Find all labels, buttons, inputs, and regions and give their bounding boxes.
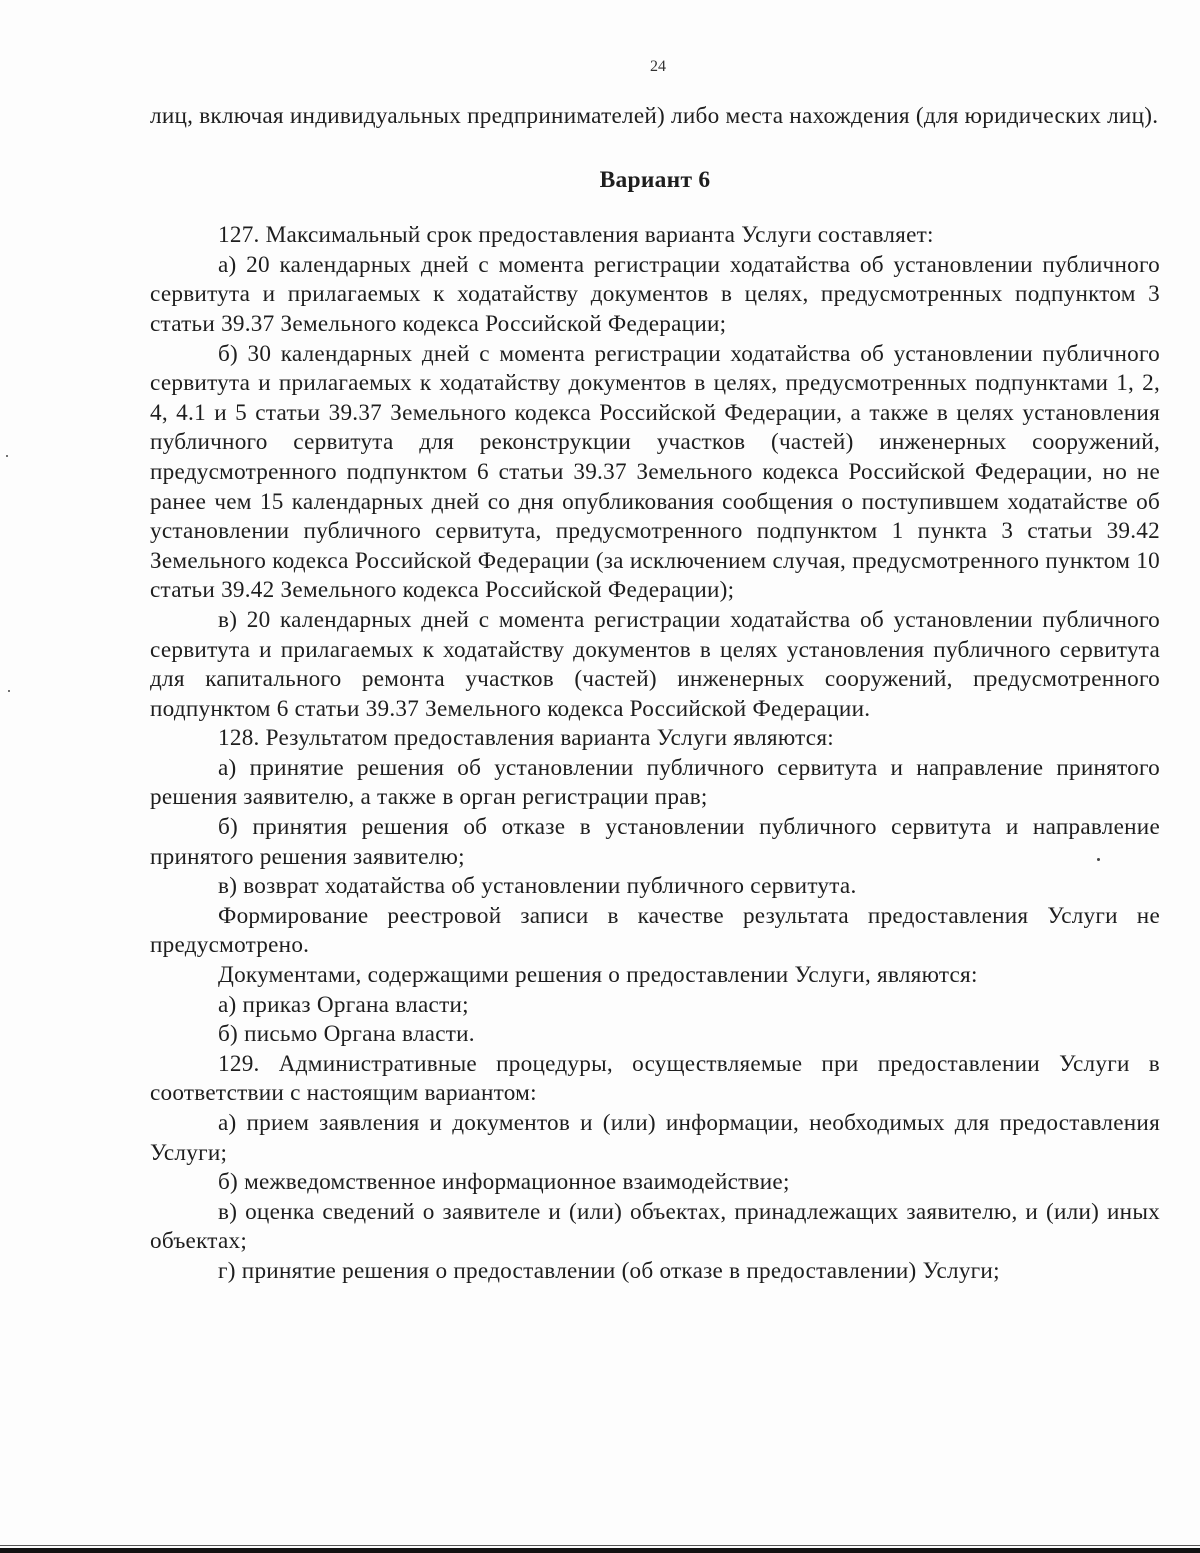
paragraph-128-a: а) принятие решения об установлении публичного сервитута и направление принятого решения заявителю, а также в орган регистрации прав; [150,754,1160,811]
paragraph-129: 129. Административные процедуры, осуществляемые при предоставлении Услуги в соответствии с настоящим вариантом: [150,1050,1160,1107]
paragraph-129-g: г) принятие решения о предоставлении (об отказе в предоставлении) Услуги; [218,1257,1000,1284]
paragraph-127-b: б) 30 календарных дней с момента регистрации ходатайства об установлении публичного сервитута и прилагаемых к ходатайству документов в целях, предусмотренных подпунктами 1, 2, 4, 4.1 и 5 статьи 39.37 Земельного кодекса Российской Федерации, а также в целях установления публичного сервитута для реконструкции участков (частей) инженерных сооружений, предусмотренного подпунктом 6 статьи 39.37 Земельного кодекса Российской Федерации, но не ранее чем 15 календарных дней со дня опубликования сообщения о поступившем ходатайстве об установлении публичного сервитута, предусмотренного подпунктом 1 пункта 3 статьи 39.42 Земельного кодекса Российской Федерации (за исключением случая, предусмотренного пунктом 10 статьи 39.42 Земельного кодекса Российской Федерации); [150,340,1160,604]
paragraph-128-b: б) принятия решения об отказе в установлении публичного сервитута и направление принятого решения заявителю; [150,814,1160,870]
paragraph-documents-b: б) письмо Органа власти. [218,1021,475,1048]
paragraph-129-v: в) оценка сведений о заявителе и (или) объектах, принадлежащих заявителю, и (или) иных объектах; [150,1198,1160,1255]
paragraph-128-v: в) возврат ходатайства об установлении публичного сервитута. [218,873,857,900]
scan-edge-line [0,1545,1200,1546]
paragraph-128: 128. Результатом предоставления варианта Услуги являются: [218,725,834,752]
paragraph-127-v: в) 20 календарных дней с момента регистрации ходатайства об установлении публичного сервитута и прилагаемых к ходатайству документов в целях установления публичного сервитута для капитального ремонта участков (частей) инженерных сооружений, предусмотренного подпунктом 6 статьи 39.37 Земельного кодекса Российской Федерации. [150,606,1160,722]
scan-speck [8,690,10,692]
paragraph-127-a: а) 20 календарных дней с момента регистрации ходатайства об установлении публичного сервитута и прилагаемых к ходатайству документов в целях, предусмотренных подпунктом 3 статьи 39.37 Земельного кодекса Российской Федерации; [150,251,1160,337]
paragraph-registry-note: Формирование реестровой записи в качестве результата предоставления Услуги не предусмотрено. [150,902,1160,959]
scan-speck [1097,858,1100,861]
paragraph-129-b: б) межведомственное информационное взаимодействие; [218,1169,790,1196]
section-heading: Вариант 6 [599,166,711,193]
scan-speck [6,455,8,457]
paragraph-129-a: а) прием заявления и документов и (или) информации, необходимых для предоставления Услуги; [150,1110,1160,1166]
document-body [150,102,1160,1287]
scan-bottom-edge [0,1548,1200,1553]
paragraph-127: 127. Максимальный срок предоставления варианта Услуги составляет: [218,222,934,249]
paragraph-documents: Документами, содержащими решения о предоставлении Услуги, являются: [218,962,978,989]
intro-continuation: лиц, включая индивидуальных предпринимателей) либо места нахождения (для юридических лиц). [150,103,1159,129]
paragraph-documents-a: а) приказ Органа власти; [218,991,469,1018]
page-number: 24 [650,58,666,75]
